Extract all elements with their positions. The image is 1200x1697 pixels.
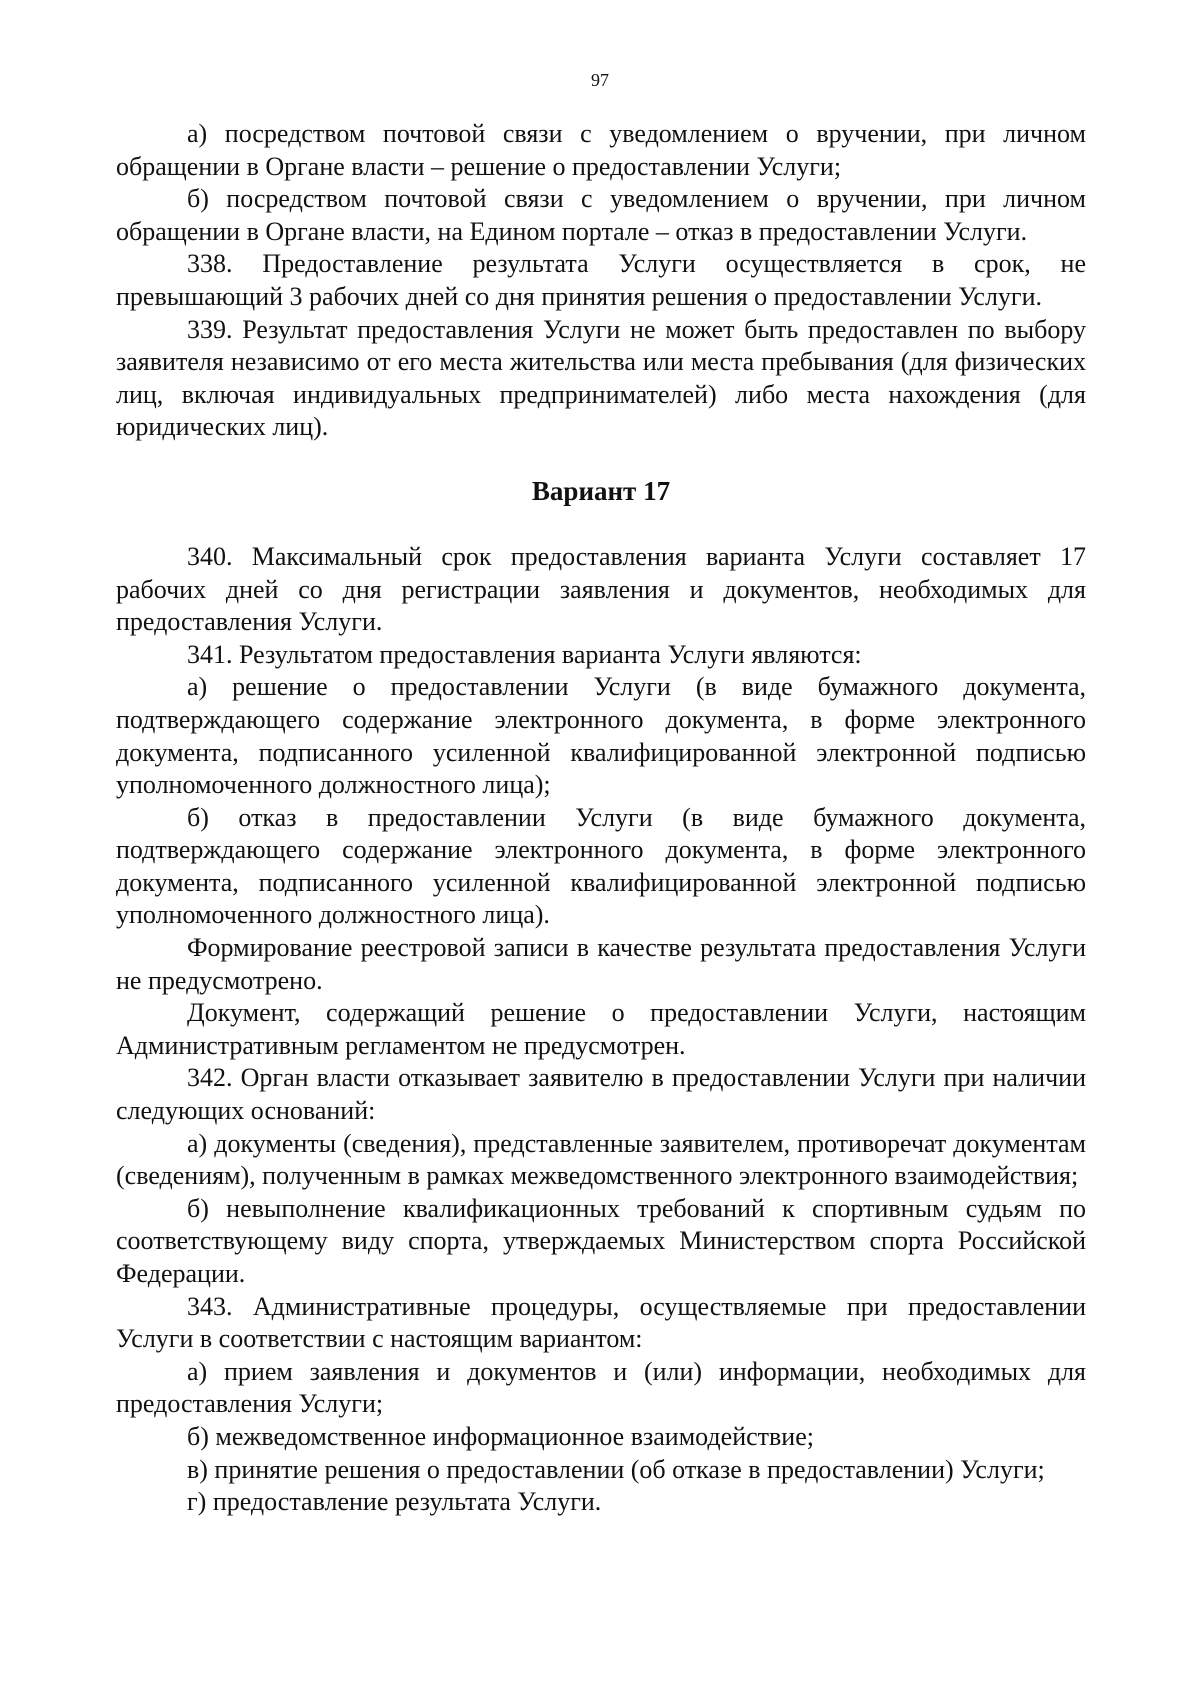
paragraph-337a: а) посредством почтовой связи с уведомлением о вручении, при личном обращении в Органе власти – решение о предоставлении Услуги;	[116, 119, 1086, 181]
paragraph-decision-doc-note: Документ, содержащий решение о предоставлении Услуги, настоящим Административным регламентом не предусмотрен.	[116, 998, 1086, 1060]
paragraph-342a: а) документы (сведения), представленные заявителем, противоречат документам (сведениям), полученным в рамках межведомственного электронного взаимодействия;	[116, 1128, 1086, 1191]
paragraph-343c: в) принятие решения о предоставлении (об отказе в предоставлении) Услуги;	[187, 1454, 1045, 1484]
paragraph-343a: а) прием заявления и документов и (или) информации, необходимых для предоставления Услуги;	[116, 1356, 1086, 1419]
paragraph-341a: а) решение о предоставлении Услуги (в виде бумажного документа, подтверждающего содержание электронного документа, в форме электронного документа, подписанного усиленной квалифицированной электронной подписью уполномоченного должностного лица);	[116, 672, 1086, 800]
paragraph-341b: б) отказ в предоставлении Услуги (в виде бумажного документа, подтверждающего содержание электронного документа, в форме электронного документа, подписанного усиленной квалифицированной электронной подписью уполномоченного должностного лица).	[116, 802, 1086, 930]
paragraph-343d: г) предоставление результата Услуги.	[187, 1487, 602, 1517]
paragraph-343: 343. Административные процедуры, осуществляемые при предоставлении Услуги в соответствии с настоящим вариантом:	[116, 1291, 1086, 1354]
paragraph-342b: б) невыполнение квалификационных требований к спортивным судьям по соответствующему виду спорта, утверждаемых Министерством спорта Российской Федерации.	[116, 1193, 1086, 1288]
section-title: Вариант 17	[531, 475, 671, 506]
paragraph-342: 342. Орган власти отказывает заявителю в предоставлении Услуги при наличии следующих оснований:	[116, 1063, 1086, 1126]
paragraph-340: 340. Максимальный срок предоставления варианта Услуги составляет 17 рабочих дней со дня регистрации заявления и документов, необходимых для предоставления Услуги.	[116, 541, 1086, 637]
paragraph-337b: б) посредством почтовой связи с уведомлением о вручении, при личном обращении в Органе власти, на Едином портале – отказ в предоставлении Услуги.	[116, 184, 1086, 246]
paragraph-341: 341. Результатом предоставления варианта Услуги являются:	[187, 639, 862, 669]
paragraph-343b: б) межведомственное информационное взаимодействие;	[187, 1421, 814, 1451]
paragraph-registry-note: Формирование реестровой записи в качестве результата предоставления Услуги не предусмотрено.	[116, 933, 1086, 995]
paragraph-339: 339. Результат предоставления Услуги не может быть предоставлен по выбору заявителя независимо от его места жительства или места пребывания (для физических лиц, включая индивидуальных предпринимателей) либо места нахождения (для юридических лиц).	[116, 314, 1086, 442]
document-body	[116, 118, 1086, 1519]
page-number: 97	[591, 70, 609, 90]
paragraph-338: 338. Предоставление результата Услуги осуществляется в срок, не превышающий 3 рабочих дней со дня принятия решения о предоставлении Услуги.	[116, 249, 1086, 311]
